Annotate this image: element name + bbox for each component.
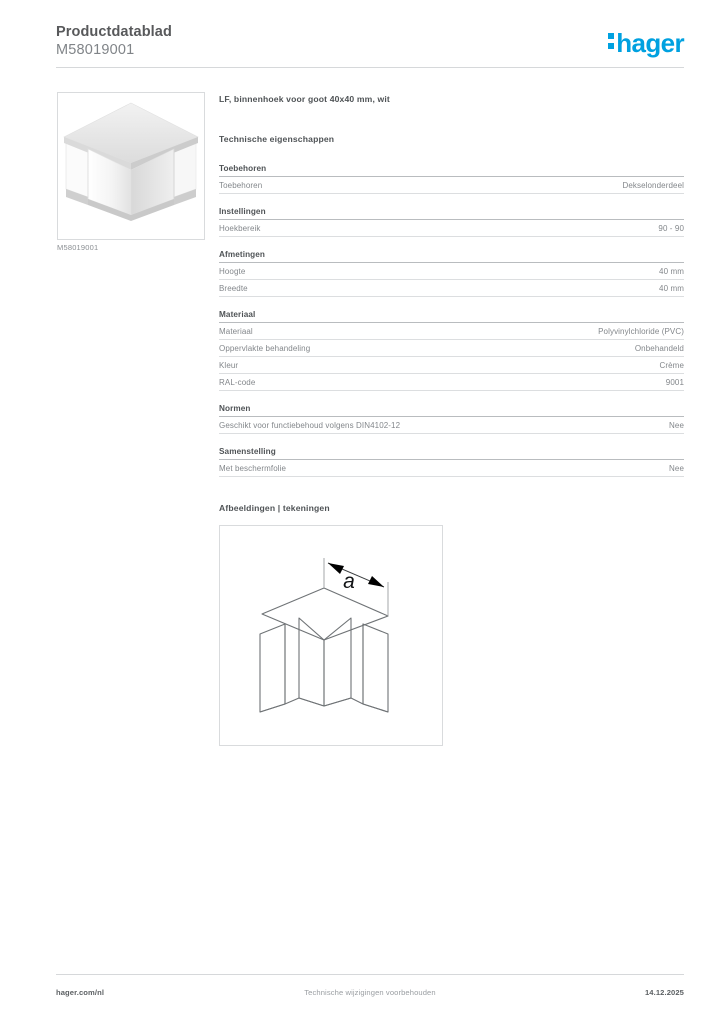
spec-group-title: Materiaal	[219, 310, 684, 323]
spec-content	[219, 94, 684, 746]
product-reference: M58019001	[56, 42, 135, 58]
header-divider	[56, 67, 684, 68]
spec-group	[219, 164, 684, 194]
spec-label: Hoogte	[219, 267, 246, 276]
page-footer	[56, 988, 684, 1002]
product-photo	[57, 92, 205, 240]
spec-group-title: Afmetingen	[219, 250, 684, 263]
spec-row	[219, 263, 684, 280]
dimension-label: a	[343, 570, 355, 593]
technical-drawing	[219, 525, 443, 746]
tech-properties-heading: Technische eigenschappen	[219, 134, 335, 144]
spec-value: Nee	[669, 421, 684, 430]
footer-divider	[56, 974, 684, 975]
footer-notice: Technische wijzigingen voorbehouden	[304, 988, 436, 997]
spec-group-title: Samenstelling	[219, 447, 684, 460]
page-title: Productdatablad	[56, 24, 172, 40]
spec-value: Crème	[659, 361, 684, 370]
spec-row	[219, 340, 684, 357]
footer-date: 14.12.2025	[644, 988, 684, 997]
spec-group	[219, 310, 684, 391]
spec-group-title: Normen	[219, 404, 684, 417]
spec-group-title: Toebehoren	[219, 164, 684, 177]
logo-colon-icon	[608, 30, 614, 53]
spec-row	[219, 220, 684, 237]
spec-group-title: Instellingen	[219, 207, 684, 220]
spec-groups	[219, 164, 684, 477]
spec-value: Onbehandeld	[634, 344, 684, 353]
spec-label: Toebehoren	[219, 181, 263, 190]
spec-row	[219, 374, 684, 391]
spec-row	[219, 177, 684, 194]
product-photo-caption: M58019001	[57, 243, 99, 252]
product-photo-image	[58, 93, 204, 239]
spec-label: Oppervlakte behandeling	[219, 344, 311, 353]
spec-value: Nee	[669, 464, 684, 473]
dimension-arrow-right	[368, 576, 384, 587]
page-header	[56, 24, 684, 68]
spec-group	[219, 447, 684, 477]
spec-label: Met beschermfolie	[219, 464, 287, 473]
spec-label: Materiaal	[219, 327, 253, 336]
spec-row	[219, 417, 684, 434]
spec-row	[219, 357, 684, 374]
product-name: LF, binnenhoek voor goot 40x40 mm, wit	[219, 94, 390, 104]
hager-logo	[608, 30, 684, 58]
spec-group	[219, 404, 684, 434]
spec-label: Breedte	[219, 284, 248, 293]
spec-group	[219, 207, 684, 237]
spec-row	[219, 323, 684, 340]
spec-row	[219, 460, 684, 477]
footer-website[interactable]: hager.com/nl	[56, 988, 105, 997]
spec-label: Geschikt voor functiebehoud volgens DIN4102-12	[219, 421, 401, 430]
drawings-heading: Afbeeldingen | tekeningen	[219, 503, 330, 513]
technical-drawing-image	[220, 526, 442, 745]
spec-label: Hoekbereik	[219, 224, 261, 233]
spec-label: RAL-code	[219, 378, 256, 387]
spec-value: Polyvinylchloride (PVC)	[598, 327, 684, 336]
spec-group	[219, 250, 684, 297]
spec-label: Kleur	[219, 361, 239, 370]
spec-value: 9001	[665, 378, 684, 387]
logo-wordmark: hager	[616, 28, 684, 58]
spec-value: Dekselonderdeel	[622, 181, 684, 190]
spec-value: 40 mm	[659, 284, 684, 293]
spec-value: 40 mm	[659, 267, 684, 276]
dimension-arrow-left	[328, 563, 344, 574]
spec-value: 90 - 90	[658, 224, 684, 233]
spec-row	[219, 280, 684, 297]
